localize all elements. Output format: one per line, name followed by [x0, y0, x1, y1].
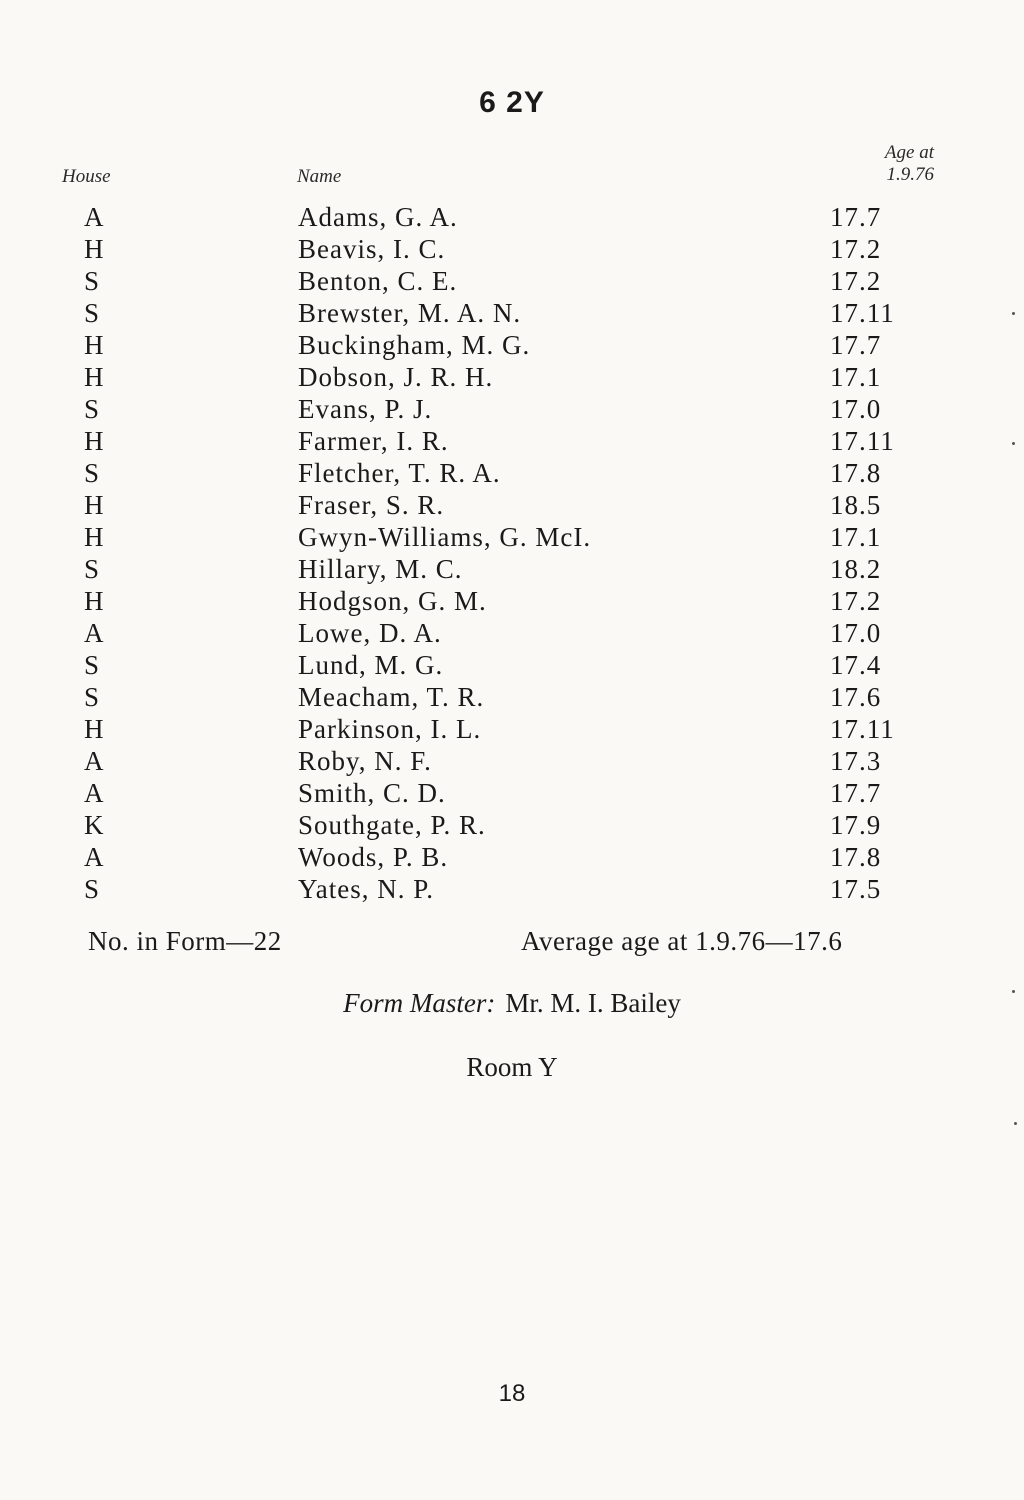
student-row: [0, 489, 1024, 521]
page-title: 6 2Y: [479, 86, 545, 119]
student-house: H: [84, 490, 104, 520]
student-name: Brewster, M. A. N.: [298, 298, 522, 328]
student-age: 17.8: [830, 458, 882, 488]
student-age: 17.7: [830, 778, 882, 808]
student-house: S: [84, 394, 100, 424]
page-number: 18: [498, 1380, 526, 1407]
student-age: 18.2: [830, 554, 882, 584]
student-name: Lowe, D. A.: [298, 618, 442, 648]
student-house: A: [84, 746, 104, 776]
age-header-line-1: Age at: [884, 142, 934, 163]
student-row: [0, 873, 1024, 905]
student-house: S: [84, 266, 100, 296]
student-name: Hodgson, G. M.: [298, 586, 487, 616]
student-name: Buckingham, M. G.: [298, 330, 531, 360]
student-row: [0, 681, 1024, 713]
student-name: Farmer, I. R.: [298, 426, 449, 456]
student-name: Fletcher, T. R. A.: [298, 458, 501, 488]
print-speck: [1014, 1122, 1017, 1125]
student-row: [0, 265, 1024, 297]
student-row: [0, 329, 1024, 361]
student-row: [0, 841, 1024, 873]
student-house: S: [84, 458, 100, 488]
student-row: [0, 585, 1024, 617]
student-age: 17.2: [830, 266, 882, 296]
average-age: Average age at 1.9.76—17.6: [521, 926, 843, 956]
student-age: 17.0: [830, 618, 882, 648]
student-age: 17.11: [830, 714, 895, 744]
student-house: A: [84, 202, 104, 232]
student-house: S: [84, 650, 100, 680]
student-age: 18.5: [830, 490, 882, 520]
student-age: 17.3: [830, 746, 882, 776]
form-master-label: Form Master:: [343, 988, 496, 1018]
student-age: 17.1: [830, 522, 882, 552]
student-house: S: [84, 554, 100, 584]
student-row: [0, 777, 1024, 809]
room-label: Room Y: [466, 1052, 558, 1082]
student-name: Hillary, M. C.: [298, 554, 463, 584]
student-house: H: [84, 426, 104, 456]
student-name: Yates, N. P.: [298, 874, 435, 904]
student-name: Parkinson, I. L.: [298, 714, 482, 744]
student-name: Lund, M. G.: [298, 650, 444, 680]
form-master-name: Mr. M. I. Bailey: [505, 988, 681, 1018]
student-age: 17.11: [830, 298, 895, 328]
student-age: 17.8: [830, 842, 882, 872]
student-house: S: [84, 874, 100, 904]
student-age: 17.7: [830, 330, 882, 360]
form-master-line: [0, 988, 1024, 1019]
student-age: 17.7: [830, 202, 882, 232]
student-row: [0, 809, 1024, 841]
student-name: Adams, G. A.: [298, 202, 458, 232]
house-column-header: House: [62, 166, 111, 187]
student-name: Dobson, J. R. H.: [298, 362, 494, 392]
student-name: Roby, N. F.: [298, 746, 432, 776]
student-row: [0, 713, 1024, 745]
student-row: [0, 521, 1024, 553]
student-house: H: [84, 522, 104, 552]
student-name: Beavis, I. C.: [298, 234, 446, 264]
name-column-header: Name: [297, 166, 342, 187]
student-roster: [0, 201, 1024, 905]
student-row: [0, 297, 1024, 329]
age-header-line-2: 1.9.76: [886, 164, 934, 185]
student-row: [0, 553, 1024, 585]
student-house: H: [84, 714, 104, 744]
print-speck: [1012, 990, 1015, 993]
student-row: [0, 745, 1024, 777]
student-age: 17.6: [830, 682, 882, 712]
student-row: [0, 649, 1024, 681]
student-house: H: [84, 586, 104, 616]
student-age: 17.5: [830, 874, 882, 904]
student-age: 17.2: [830, 586, 882, 616]
student-name: Smith, C. D.: [298, 778, 446, 808]
student-row: [0, 425, 1024, 457]
student-row: [0, 361, 1024, 393]
student-house: A: [84, 618, 104, 648]
student-house: A: [84, 778, 104, 808]
student-name: Meacham, T. R.: [298, 682, 485, 712]
student-house: A: [84, 842, 104, 872]
student-house: S: [84, 298, 100, 328]
student-age: 17.2: [830, 234, 882, 264]
student-name: Fraser, S. R.: [298, 490, 445, 520]
print-speck: [1012, 312, 1015, 315]
student-name: Southgate, P. R.: [298, 810, 486, 840]
student-age: 17.1: [830, 362, 882, 392]
form-count: No. in Form—22: [88, 926, 282, 956]
student-name: Benton, C. E.: [298, 266, 458, 296]
student-house: H: [84, 330, 104, 360]
student-house: H: [84, 362, 104, 392]
student-row: [0, 233, 1024, 265]
student-name: Gwyn-Williams, G. McI.: [298, 522, 592, 552]
print-speck: [1012, 442, 1015, 445]
student-house: H: [84, 234, 104, 264]
student-row: [0, 201, 1024, 233]
student-age: 17.9: [830, 810, 882, 840]
student-row: [0, 393, 1024, 425]
student-row: [0, 617, 1024, 649]
age-column-header: [885, 142, 934, 186]
student-house: K: [84, 810, 104, 840]
student-name: Woods, P. B.: [298, 842, 449, 872]
student-age: 17.11: [830, 426, 895, 456]
student-name: Evans, P. J.: [298, 394, 433, 424]
student-house: S: [84, 682, 100, 712]
student-age: 17.4: [830, 650, 882, 680]
student-age: 17.0: [830, 394, 882, 424]
student-row: [0, 457, 1024, 489]
